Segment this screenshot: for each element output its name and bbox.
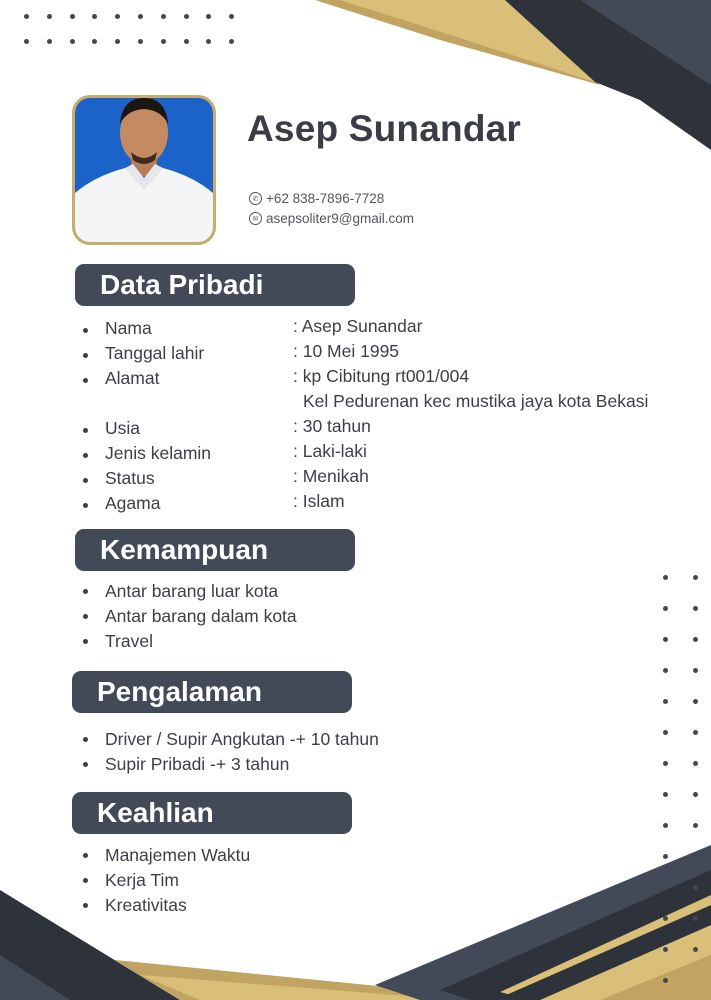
email-contact — [249, 211, 414, 226]
list-item: Kerja Tim — [83, 868, 250, 893]
list-item: Antar barang luar kota — [83, 579, 297, 604]
email-address: asepsoliter9@gmail.com — [266, 211, 415, 226]
phone-contact — [249, 191, 384, 206]
candidate-name: Asep Sunandar — [247, 108, 521, 149]
row-value: : kp Cibitung rt001/004 — [293, 366, 470, 386]
row-label: Jenis kelamin — [105, 443, 212, 463]
section-header-kemampuan — [75, 529, 355, 571]
list-item: Supir Pribadi -+ 3 tahun — [83, 752, 379, 777]
row-value: : Menikah — [293, 466, 369, 486]
section-title: Keahlian — [97, 797, 214, 828]
bullet-icon — [83, 453, 88, 458]
list-item: Kreativitas — [83, 893, 250, 918]
section-header-data-pribadi — [75, 264, 355, 306]
bullet-icon — [83, 353, 88, 358]
skills-list — [83, 579, 297, 654]
row-value: : Laki-laki — [293, 441, 367, 461]
list-item: Travel — [83, 629, 297, 654]
row-label: Nama — [105, 318, 152, 338]
bullet-icon — [83, 378, 88, 383]
row-label: Agama — [105, 493, 161, 513]
row-label: Tanggal lahir — [105, 343, 205, 363]
dot-pattern-top — [24, 14, 252, 44]
row-label: Usia — [105, 418, 141, 438]
bullet-icon — [83, 478, 88, 483]
expertise-list — [83, 843, 250, 918]
section-title: Kemampuan — [100, 534, 269, 565]
list-item: Manajemen Waktu — [83, 843, 250, 868]
bullet-icon — [83, 428, 88, 433]
row-label: Status — [105, 468, 155, 488]
profile-photo — [72, 95, 216, 245]
row-value: : Islam — [293, 491, 345, 511]
bullet-icon — [83, 328, 88, 333]
row-label: Alamat — [105, 368, 160, 388]
row-value-continued: Kel Pedurenan kec mustika jaya kota Bekasi — [303, 391, 649, 411]
bullet-icon — [83, 503, 88, 508]
mail-icon: ✉ — [249, 212, 262, 225]
row-value: : 10 Mei 1995 — [293, 341, 400, 361]
section-title: Data Pribadi — [100, 269, 264, 300]
experience-list — [83, 727, 379, 777]
dot-pattern-right — [663, 575, 711, 983]
list-item: Driver / Supir Angkutan -+ 10 tahun — [83, 727, 379, 752]
section-title: Pengalaman — [97, 676, 262, 707]
row-value: : Asep Sunandar — [293, 316, 423, 336]
phone-number: +62 838-7896-7728 — [266, 191, 385, 206]
phone-icon: ✆ — [249, 192, 262, 205]
list-item: Antar barang dalam kota — [83, 604, 297, 629]
section-header-keahlian — [72, 792, 352, 834]
row-value: : 30 tahun — [293, 416, 371, 436]
section-header-pengalaman — [72, 671, 352, 713]
